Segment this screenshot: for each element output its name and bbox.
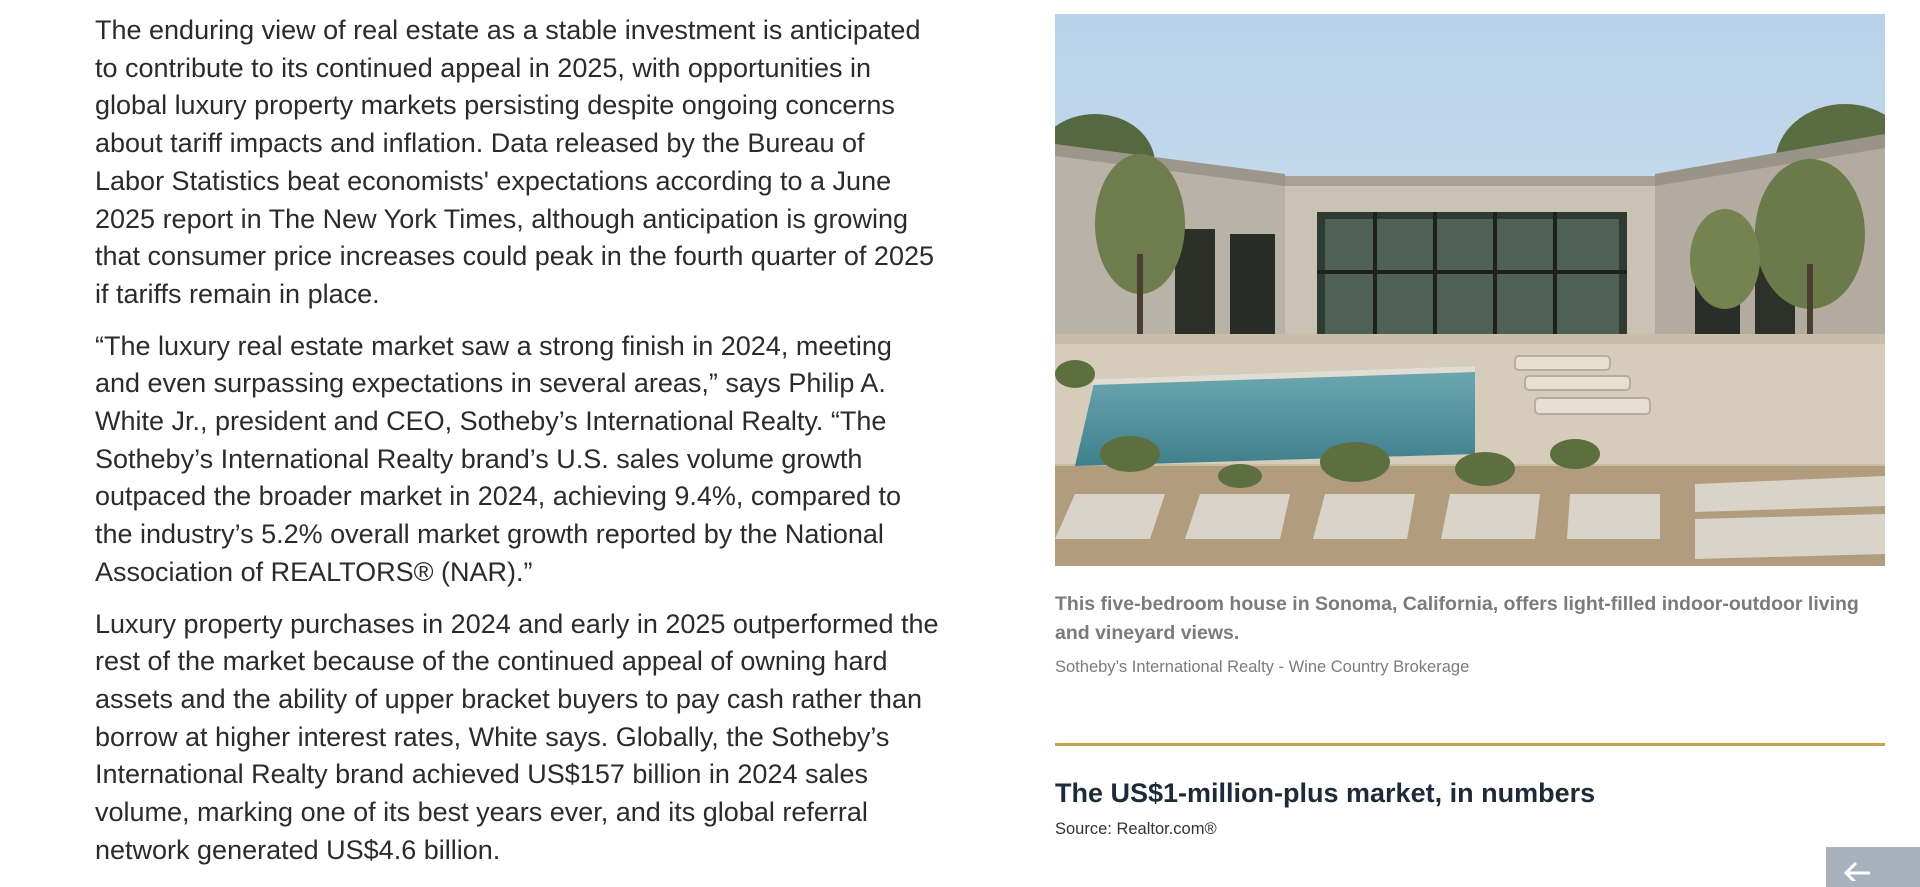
section-divider <box>1055 743 1885 746</box>
photo-caption: This five-bedroom house in Sonoma, California, offers light-filled indoor-outdoor living and vineyard views. <box>1055 593 1859 644</box>
article-paragraph: Luxury property purchases in 2024 and early in 2025 outperformed the rest of the market because of the continued appeal of owning hard assets and the ability of upper bracket buyers to pay cash rather than borrow at higher interest rates, White says. Globally, the Sotheby’s International Realty brand achieved US$157 billion in 2024 sales volume, marking one of its best years ever, and its global referral network generated US$4.6 billion. <box>95 608 939 865</box>
sidebar-figure <box>1055 14 1885 839</box>
section-title: The US$1-million-plus market, in numbers <box>1055 778 1596 808</box>
house-photo <box>1055 14 1885 566</box>
article-body <box>95 12 940 883</box>
source-note: Source: Realtor.com® <box>1055 820 1217 838</box>
photo-credit: Sotheby’s International Realty - Wine Country Brokerage <box>1055 658 1470 676</box>
carousel-prev-button[interactable] <box>1826 847 1920 887</box>
chevron-left-icon <box>1842 861 1872 881</box>
article-paragraph: “The luxury real estate market saw a strong finish in 2024, meeting and even surpassing expectations in several areas,” says Philip A. White Jr., president and CEO, Sotheby’s International Realty. “The Sotheby’s International Realty brand’s U.S. sales volume growth outpaced the broader market in 2024, achieving 9.4%, compared to the industry’s 5.2% overall market growth reported by the National Association of REALTORS® (NAR).” <box>95 330 902 587</box>
article-paragraph: The enduring view of real estate as a stable investment is anticipated to contribute to its continued appeal in 2025, with opportunities in global luxury property markets persisting despite ongoing concerns about tariff impacts and inflation. Data released by the Bureau of Labor Statistics beat economists' expectations according to a June 2025 report in The New York Times, although anticipation is growing that consumer price increases could peak in the fourth quarter of 2025 if tariffs remain in place. <box>95 15 934 309</box>
